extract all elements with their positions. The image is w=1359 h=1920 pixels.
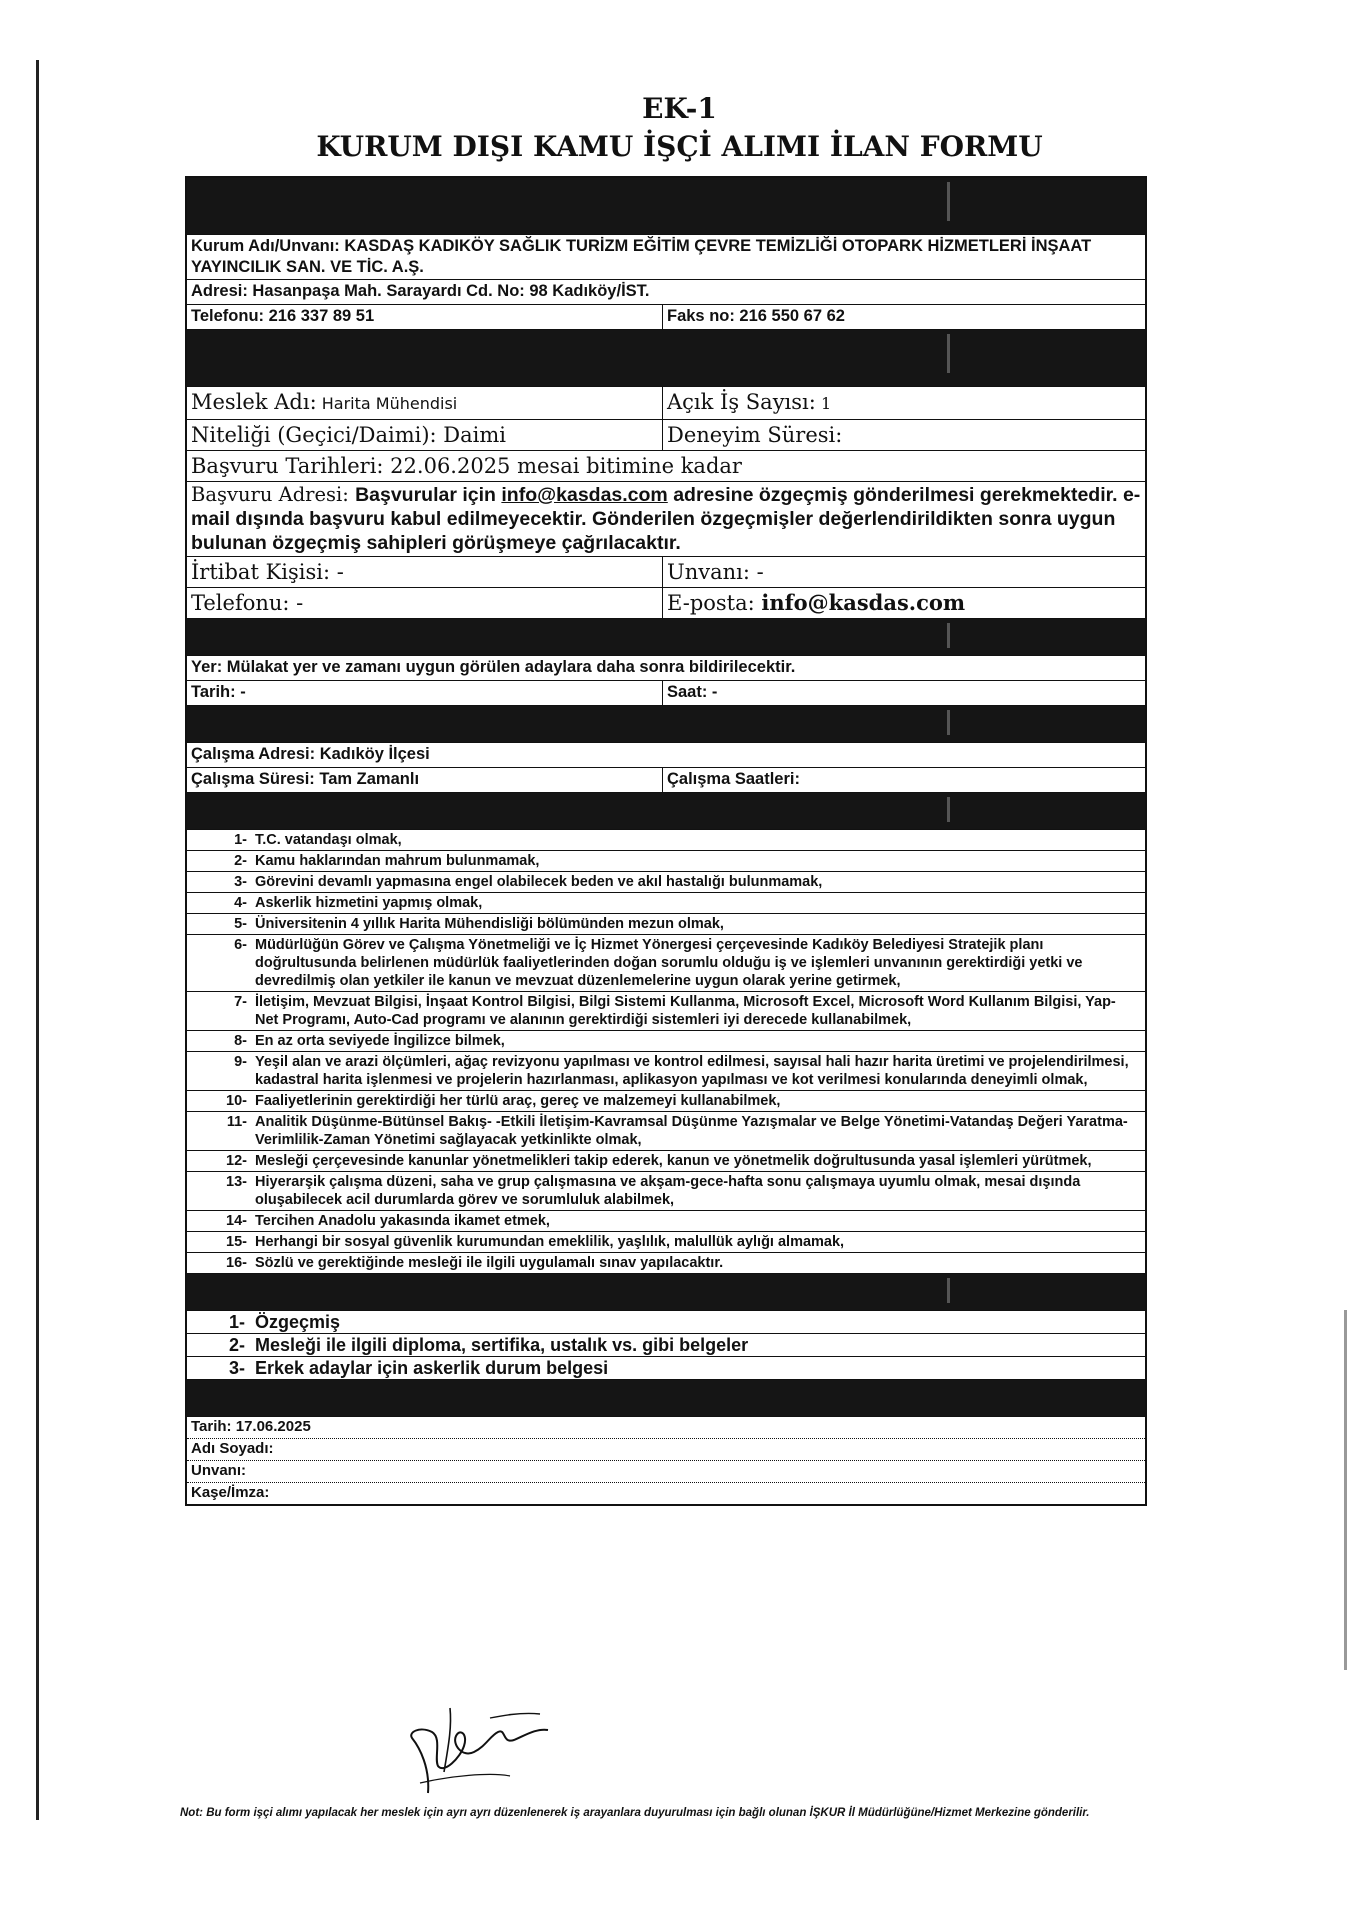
nature-row	[187, 420, 1145, 451]
occupation: Meslek Adı: Harita Mühendisi	[187, 387, 663, 419]
institution-address-row	[187, 280, 1145, 305]
application-address: Başvuru Adresi: Başvurular için info@kasdas.com adresine özgeçmiş gönderilmesi gerekmektedir. e-mail dışında başvuru kabul edilmeyecektir. Gönderilen özgeçmişler değerlendirildikten sonra uygun bulunan özgeçmiş sahipleri görüşmeye çağrılacaktır.	[191, 483, 1141, 554]
open-jobs: Açık İş Sayısı: 1	[667, 390, 832, 414]
list-item: 4- Askerlik hizmetini yapmış olmak,	[187, 893, 1145, 914]
application-address-row	[187, 482, 1145, 557]
contact-email: E-posta: info@kasdas.com	[667, 590, 966, 615]
list-item: 2- Kamu haklarından mahrum bulunmamak,	[187, 851, 1145, 872]
interview-place-row	[187, 656, 1145, 681]
work-duration: Çalışma Süresi: Tam Zamanlı	[187, 768, 663, 792]
signature-title: Unvanı:	[187, 1461, 1145, 1483]
institution-address: Adresi: Hasanpaşa Mah. Sarayardı Cd. No: 98 Kadıköy/İST.	[191, 282, 650, 300]
scan-edge-mark	[36, 60, 39, 1820]
signature-name: Adı Soyadı:	[187, 1439, 1145, 1461]
work-address: Çalışma Adresi: Kadıköy İlçesi	[191, 745, 430, 763]
annex-label: EK-1	[642, 92, 717, 125]
section-header-signature	[187, 1380, 1145, 1417]
requirements-list	[187, 830, 1145, 1274]
signature-date: Tarih: 17.06.2025	[187, 1417, 1145, 1439]
experience-duration: Deneyim Süresi:	[667, 423, 843, 447]
announcement-form	[185, 176, 1147, 1506]
documents-list	[187, 1311, 1145, 1380]
interview-date: Tarih: -	[187, 681, 663, 705]
job-nature: Niteliği (Geçici/Daimi): Daimi	[187, 420, 663, 450]
institution-phone: Telefonu: 216 337 89 51	[187, 305, 663, 329]
section-header-interview	[187, 619, 1145, 656]
occupation-row	[187, 387, 1145, 420]
work-duration-row	[187, 768, 1145, 793]
list-item: 15- Herhangi bir sosyal güvenlik kurumundan emeklilik, yaşlılık, malullük aylığı almamak,	[187, 1232, 1145, 1253]
contact-phone-row	[187, 588, 1145, 619]
contact-person: İrtibat Kişisi: -	[187, 557, 663, 587]
handwritten-signature	[390, 1688, 570, 1798]
application-dates: Başvuru Tarihleri: 22.06.2025 mesai bitimine kadar	[191, 454, 742, 478]
institution-name-row	[187, 235, 1145, 280]
list-item: 1- T.C. vatandaşı olmak,	[187, 830, 1145, 851]
work-address-row	[187, 743, 1145, 768]
section-header-institution	[187, 178, 1145, 235]
list-item: 3- Görevini devamlı yapmasına engel olabilecek beden ve akıl hastalığı bulunmamak,	[187, 872, 1145, 893]
list-item: 1- Özgeçmiş	[187, 1311, 1145, 1334]
contact-phone: Telefonu: -	[187, 588, 663, 618]
list-item: 11- Analitik Düşünme-Bütünsel Bakış- -Etkili İletişim-Kavramsal Düşünme Yazışmalar ve Belge Yönetimi-Vatandaş Değeri Yaratma-Verimlilik-Zaman Yönetimi sağlayacak yetkinlikte olmak,	[187, 1112, 1145, 1151]
footnote: Not: Bu form işçi alımı yapılacak her meslek için ayrı ayrı düzenlenerek iş arayanlara duyurulması için bağlı olunan İŞKUR İl Müdürlüğüne/Hizmet Merkezine gönderilir.	[180, 1807, 1090, 1819]
interview-date-row	[187, 681, 1145, 706]
list-item: 9- Yeşil alan ve arazi ölçümleri, ağaç revizyonu yapılması ve kontrol edilmesi, sayısal hali hazır harita üretimi ve projelendirilmesi, kadastral harita işlenmesi ve projelerin hazırlanması, aplikasyon yapılması ve kot verilmesi konularında deneyimli olmak,	[187, 1052, 1145, 1091]
section-header-documents	[187, 1274, 1145, 1311]
list-item: 16- Sözlü ve gerektiğinde mesleği ile ilgili uygulamalı sınav yapılacaktır.	[187, 1253, 1145, 1274]
work-hours: Çalışma Saatleri:	[667, 770, 800, 788]
contact-title: Unvanı: -	[667, 560, 764, 584]
list-item: 2- Mesleği ile ilgili diploma, sertifika, ustalık vs. gibi belgeler	[187, 1334, 1145, 1357]
list-item: 12- Mesleği çerçevesinde kanunlar yönetmelikleri takip ederek, kanun ve yönetmelik doğrultusunda yasal işlemleri yürütmek,	[187, 1151, 1145, 1172]
page-title: KURUM DIŞI KAMU İŞÇİ ALIMI İLAN FORMU	[316, 130, 1043, 163]
section-header-requirements	[187, 793, 1145, 830]
list-item: 7- İletişim, Mevzuat Bilgisi, İnşaat Kontrol Bilgisi, Bilgi Sistemi Kullanma, Microsoft Excel, Microsoft Word Kullanım Bilgisi, Yap-Net Programı, Auto-Cad programı ve alanının gerektirdiği sistemleri iyi derecede kullanabilmek,	[187, 992, 1145, 1031]
institution-name: Kurum Adı/Unvanı: KASDAŞ KADIKÖY SAĞLIK TURİZM EĞİTİM ÇEVRE TEMİZLİĞİ OTOPARK HİZMETLERİ İNŞAAT YAYINCILIK SAN. VE TİC. A.Ş.	[191, 237, 1092, 276]
section-header-position	[187, 330, 1145, 387]
section-header-work	[187, 706, 1145, 743]
list-item: 8- En az orta seviyede İngilizce bilmek,	[187, 1031, 1145, 1052]
scan-edge-mark-right	[1344, 1310, 1347, 1670]
list-item: 13- Hiyerarşik çalışma düzeni, saha ve grup çalışmasına ve akşam-gece-hafta sonu çalışmaya uyumlu olmak, mesai dışında oluşabilecek acil durumlarda görev ve sorumluluk alabilmek,	[187, 1172, 1145, 1211]
application-dates-row	[187, 451, 1145, 482]
interview-time: Saat: -	[667, 683, 718, 701]
application-email-link[interactable]: info@kasdas.com	[501, 484, 668, 506]
signature-block	[187, 1417, 1145, 1504]
list-item: 3- Erkek adaylar için askerlik durum belgesi	[187, 1357, 1145, 1380]
interview-place: Yer: Mülakat yer ve zamanı uygun görülen adaylara daha sonra bildirilecektir.	[191, 658, 796, 676]
contact-row	[187, 557, 1145, 588]
list-item: 14- Tercihen Anadolu yakasında ikamet etmek,	[187, 1211, 1145, 1232]
institution-fax: Faks no: 216 550 67 62	[667, 307, 845, 325]
list-item: 10- Faaliyetlerinin gerektirdiği her türlü araç, gereç ve malzemeyi kullanabilmek,	[187, 1091, 1145, 1112]
list-item: 5- Üniversitenin 4 yıllık Harita Mühendisliği bölümünden mezun olmak,	[187, 914, 1145, 935]
list-item: 6- Müdürlüğün Görev ve Çalışma Yönetmeliği ve İç Hizmet Yönergesi çerçevesinde Kadıköy Belediyesi Stratejik planı doğrultusunda belirlenen müdürlük faaliyetlerinden doğan sorumlu olduğu iş ve işlemleri unvanının gerektirdiği yetki ve devredilmiş olan yetkiler ile kanun ve mevzuat düzenlemelerine uygun olarak yerine getirmek,	[187, 935, 1145, 992]
institution-phone-row	[187, 305, 1145, 330]
signature-stamp: Kaşe/İmza:	[191, 1484, 270, 1501]
